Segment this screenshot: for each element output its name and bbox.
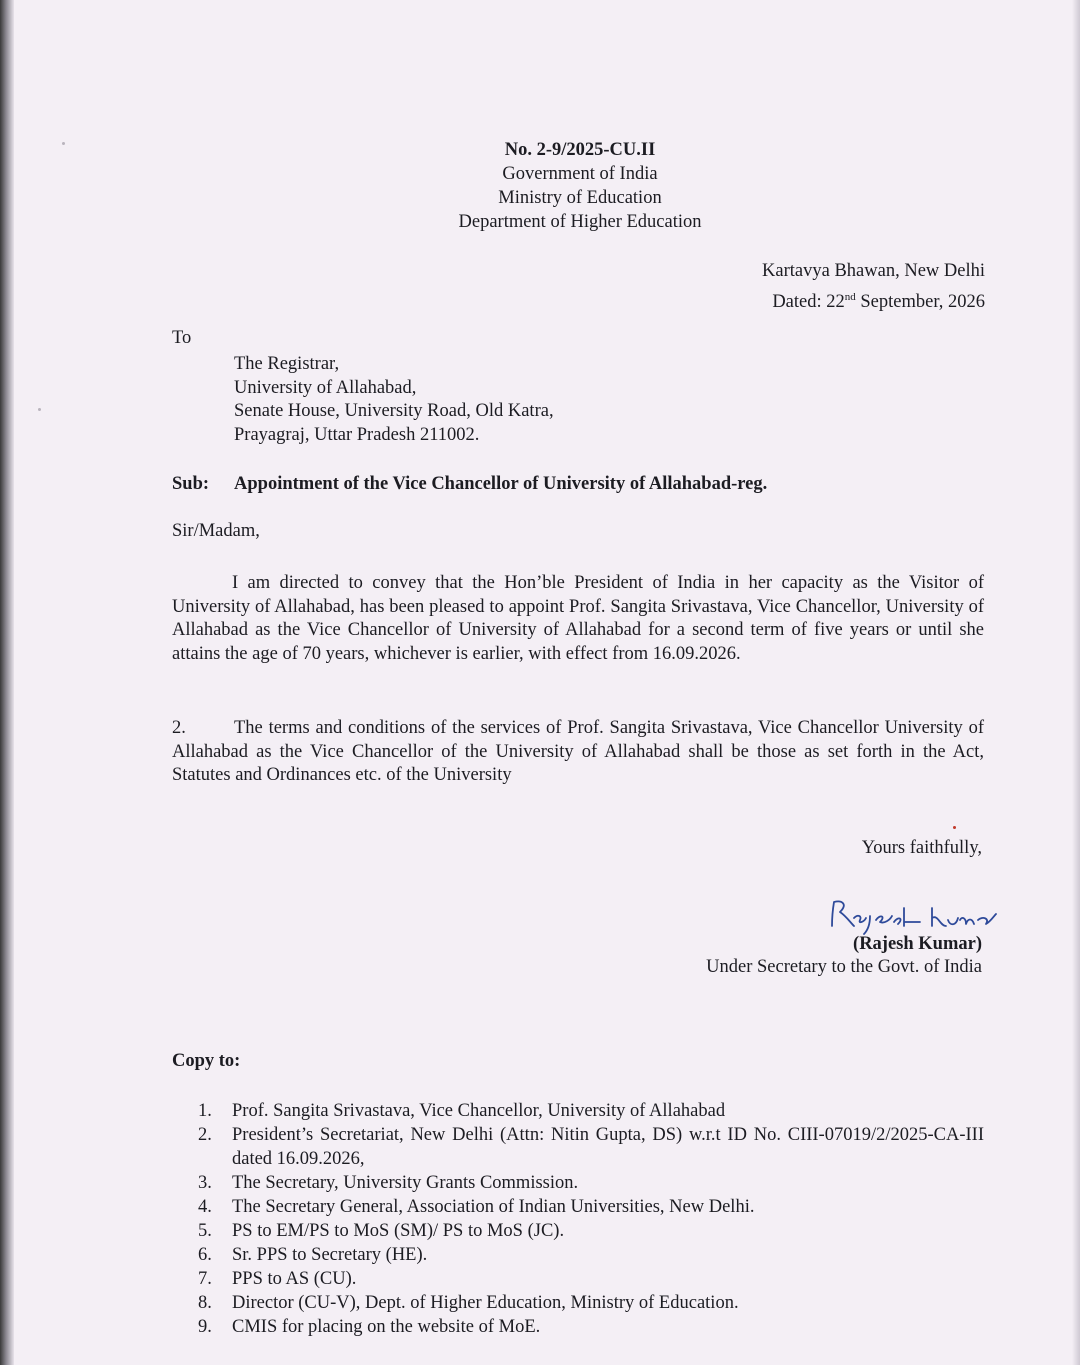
address-line: University of Allahabad, [234, 377, 417, 398]
subject-text: Appointment of the Vice Chancellor of University of Allahabad-reg. [234, 474, 768, 494]
list-item-text: Sr. PPS to Secretary (HE). [232, 1245, 428, 1265]
body-paragraph-2 [172, 717, 984, 788]
list-item [198, 1267, 984, 1291]
list-item [198, 1123, 984, 1171]
letter-header [0, 138, 1080, 234]
list-item-text: Prof. Sangita Srivastava, Vice Chancellor, University of Allahabad [232, 1101, 726, 1121]
closing-line: Yours faithfully, [861, 838, 982, 858]
list-item-text: PS to EM/PS to MoS (SM)/ PS to MoS (JC). [232, 1221, 565, 1241]
paragraph-number: 2. [172, 718, 186, 738]
list-item-text: PPS to AS (CU). [232, 1269, 357, 1289]
header-line-government: Government of India [502, 164, 658, 184]
list-item-text: The Secretary General, Association of Indian Universities, New Delhi. [232, 1197, 755, 1217]
handwritten-signature [820, 896, 1010, 936]
subject-label: Sub: [172, 474, 210, 494]
address-line: The Registrar, [234, 354, 340, 374]
date-line [762, 284, 985, 315]
salutation: Sir/Madam, [172, 521, 260, 541]
list-item-number: 6. [198, 1245, 212, 1265]
header-line-ministry: Ministry of Education [498, 188, 662, 208]
signatory-name: (Rajesh Kumar) [853, 934, 982, 954]
date-prefix: Dated: 22 [772, 292, 845, 313]
place-line: Kartavya Bhawan, New Delhi [762, 261, 985, 281]
list-item [198, 1171, 984, 1195]
list-item [198, 1099, 984, 1123]
recipient-address [234, 353, 554, 447]
list-item-number: 4. [198, 1197, 212, 1217]
place-and-date [762, 258, 985, 315]
address-line: Senate House, University Road, Old Katra, [234, 401, 554, 421]
list-item-text: Director (CU-V), Dept. of Higher Education, Ministry of Education. [232, 1293, 739, 1313]
scan-speck [38, 408, 41, 411]
body-paragraph-1: I am directed to convey that the Hon’ble President of India in her capacity as the Visitor of University of Allahabad, has been pleased to appoint Prof. Sangita Srivastava, Vice Chancellor, University of Allahabad as the Vice Chancellor of University of Allahabad for a second term of five years or until she attains the age of 70 years, whichever is earlier, with effect from 16.09.2026. [172, 573, 984, 664]
list-item-text: President’s Secretariat, New Delhi (Attn: Nitin Gupta, DS) w.r.t ID No. CIII-07019/2/2025-CA-III dated 16.09.2026, [232, 1125, 984, 1169]
list-item [198, 1291, 984, 1315]
scan-speck [953, 826, 956, 829]
list-item-number: 7. [198, 1269, 212, 1289]
list-item-text: The Secretary, University Grants Commission. [232, 1173, 579, 1193]
date-rest: September, 2026 [855, 292, 985, 313]
list-item [198, 1219, 984, 1243]
copy-to-list [198, 1099, 984, 1339]
address-line: Prayagraj, Uttar Pradesh 211002. [234, 424, 480, 445]
list-item-number: 5. [198, 1221, 212, 1241]
list-item-text: CMIS for placing on the website of MoE. [232, 1317, 541, 1337]
list-item [198, 1315, 984, 1339]
list-item-number: 1. [198, 1101, 212, 1121]
copy-to-label: Copy to: [172, 1051, 241, 1071]
list-item [198, 1243, 984, 1267]
header-line-department: Department of Higher Education [458, 212, 702, 232]
subject-line [172, 474, 767, 495]
list-item [198, 1195, 984, 1219]
list-item-number: 3. [198, 1173, 212, 1193]
date-ordinal-suffix: nd [844, 291, 856, 303]
reference-number: No. 2-9/2025-CU.II [504, 140, 656, 160]
list-item-number: 8. [198, 1293, 212, 1313]
paragraph-text: The terms and conditions of the services of Prof. Sangita Srivastava, Vice Chancellor University of Allahabad as the Vice Chancellor of the University of Allahabad shall be those as set forth in the Act, Statutes and Ordinances etc. of the University [172, 718, 984, 785]
to-label: To [172, 328, 192, 348]
signatory-designation: Under Secretary to the Govt. of India [706, 957, 982, 977]
list-item-number: 9. [198, 1317, 212, 1337]
list-item-number: 2. [198, 1125, 212, 1145]
